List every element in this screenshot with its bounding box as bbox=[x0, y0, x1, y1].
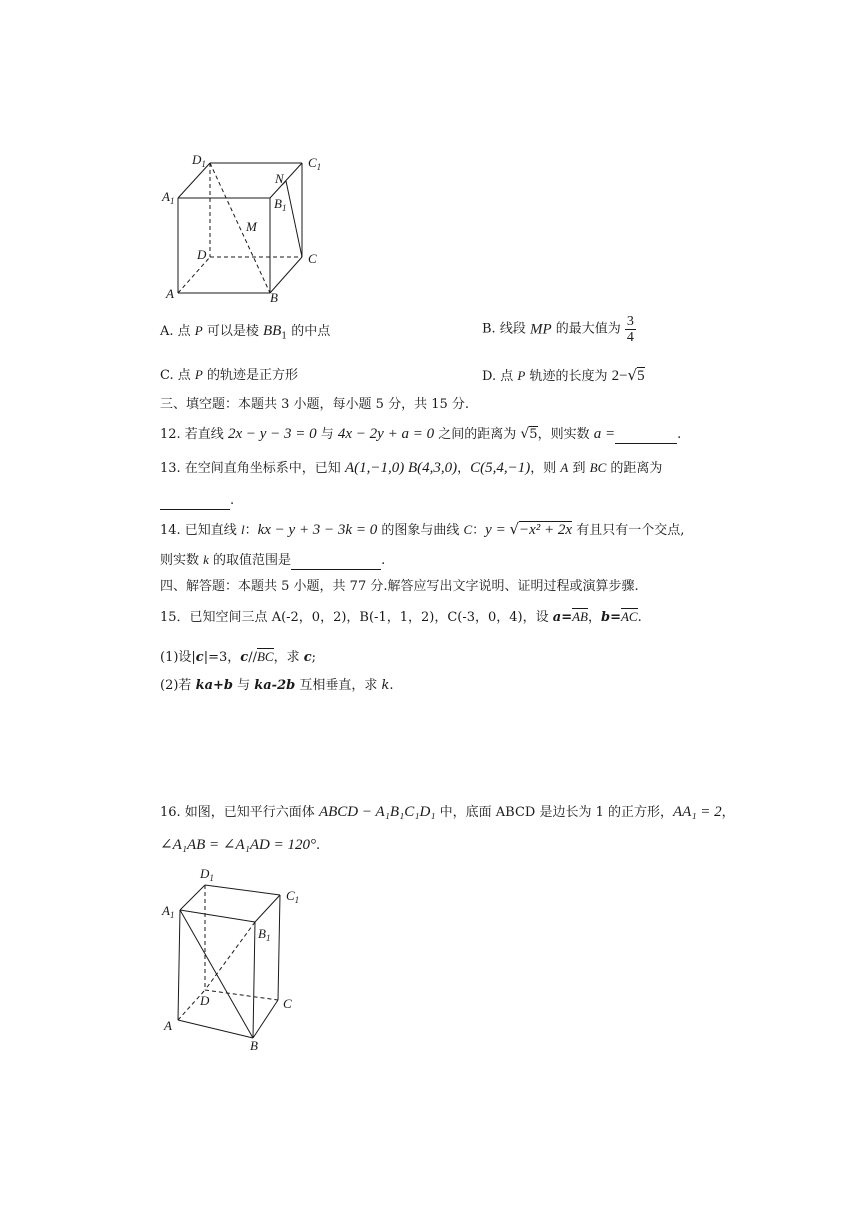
question-16-angles: ∠A₁AB = ∠A₁AD = 120°. bbox=[160, 837, 321, 853]
question-15: 15．已知空间三点 A(-2，0，2)，B(-1，1，2)，C(-3，0，4)，设 a=AB，b=AC. bbox=[160, 609, 642, 625]
option-a: A. 点 P 可以是棱 $BB_1$ 的中点 bbox=[160, 323, 331, 342]
answer-blank-14 bbox=[291, 557, 381, 570]
section-4-heading: 四、解答题：本题共 5 小题，共 77 分.解答应写出文字说明、证明过程或演算步骤. bbox=[160, 579, 639, 594]
parallelepiped-figure-2 bbox=[150, 860, 320, 1055]
label-B1: $B_1$ bbox=[258, 926, 271, 943]
label-D1: $D_1$ bbox=[200, 866, 214, 883]
fraction-3-4: $\frac{3}{4}$ bbox=[626, 314, 634, 345]
question-15-part2: (2)若 ka+b 与 ka-2b 互相垂直，求 k. bbox=[160, 678, 394, 693]
option-b: B. 线段 MP 的最大值为 $\frac{3}{4}$ bbox=[482, 314, 634, 345]
question-15-part1: (1)设|c|=3，c//BC，求 c; bbox=[160, 649, 317, 665]
label-A1: $A_1$ bbox=[162, 903, 175, 920]
label-D: D bbox=[200, 993, 210, 1008]
question-14: 14. 已知直线 l：kx − y + 3 − 3k = 0 的图象与曲线 C：y = √−x² + 2x 有且只有一个交点, bbox=[160, 520, 685, 538]
label-C1: $C_1$ bbox=[308, 155, 322, 172]
label-A: A bbox=[166, 286, 174, 301]
label-C: C bbox=[283, 996, 292, 1011]
label-M: M bbox=[246, 219, 257, 234]
label-A: A bbox=[164, 1018, 172, 1033]
label-A1: $A_1$ bbox=[162, 189, 175, 206]
label-B1: $B_1$ bbox=[274, 196, 287, 213]
label-B: B bbox=[250, 1038, 258, 1053]
question-13-answer-line: . bbox=[160, 492, 234, 510]
label-C: C bbox=[308, 251, 317, 266]
label-N: N bbox=[275, 171, 284, 186]
label-D: D bbox=[197, 247, 207, 262]
option-c: C. 点 P 的轨迹是正方形 bbox=[160, 367, 298, 383]
question-13: 13. 在空间直角坐标系中，已知 A(1,−1,0) B(4,3,0)，C(5,4,−1)，则 A 到 BC 的距离为 bbox=[160, 460, 663, 476]
question-14-line2: 则实数 k 的取值范围是 . bbox=[160, 552, 386, 568]
option-d: D. 点 P 轨迹的长度为 2−√5 bbox=[482, 366, 645, 384]
label-C1: $C_1$ bbox=[286, 888, 300, 905]
label-D1: $D_1$ bbox=[192, 152, 206, 169]
question-16: 16. 如图，已知平行六面体 ABCD − A₁B₁C₁D₁ 中，底面 ABCD 是边长为 1 的正方形，AA₁ = 2， bbox=[160, 804, 735, 820]
question-12: 12. 若直线 2x − y − 3 = 0 与 4x − 2y + a = 0 之间的距离为 √5，则实数 a = . bbox=[160, 426, 682, 442]
answer-blank-13 bbox=[160, 497, 230, 510]
answer-blank-12 bbox=[615, 429, 677, 444]
label-B: B bbox=[270, 290, 278, 305]
cube-figure-1 bbox=[150, 145, 350, 310]
section-3-heading: 三、填空题：本题共 3 小题，每小题 5 分，共 15 分. bbox=[160, 397, 470, 412]
